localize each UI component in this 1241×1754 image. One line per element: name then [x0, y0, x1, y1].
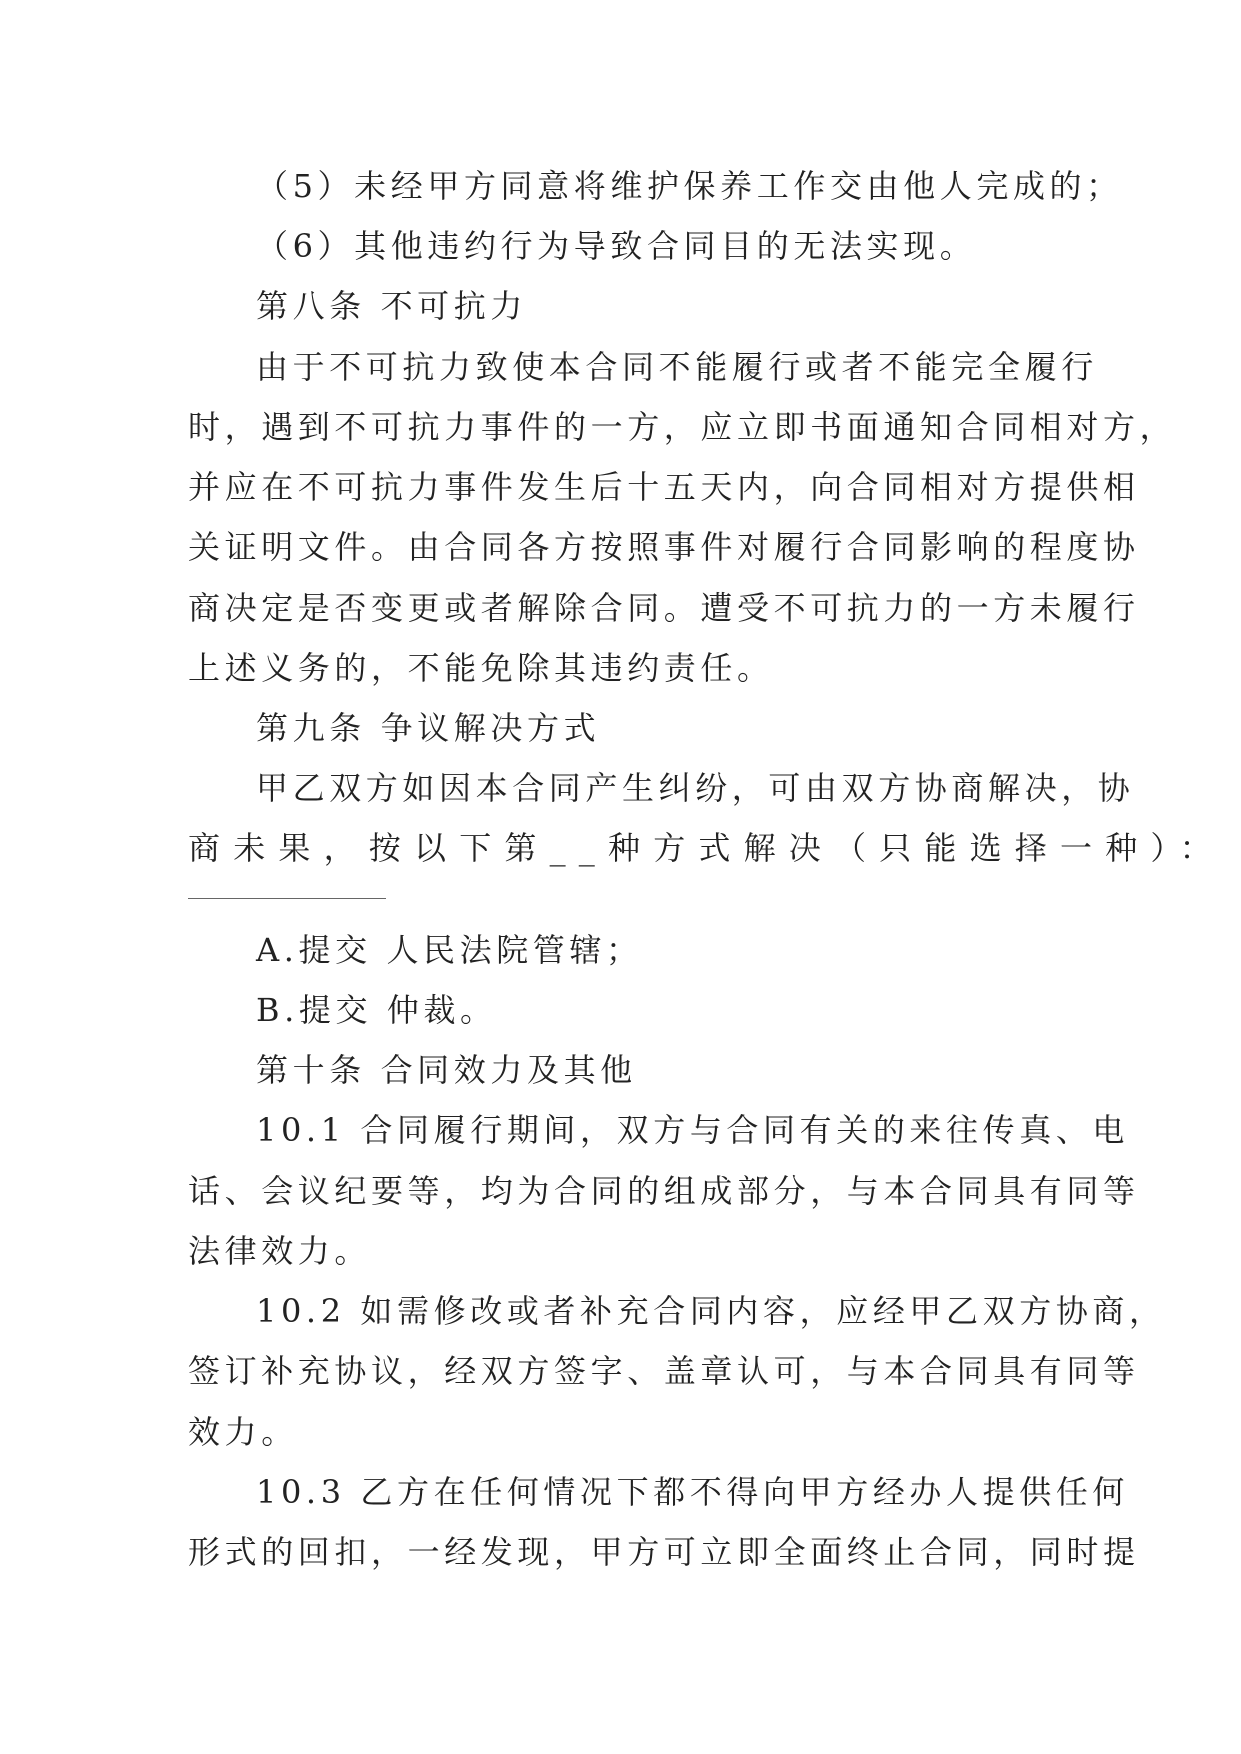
fill-in-blank-underline	[188, 898, 386, 899]
paragraph-line: 10.2 如需修改或者补充合同内容，应经甲乙双方协商，	[256, 1292, 1166, 1330]
paragraph-line: 形式的回扣，一经发现，甲方可立即全面终止合同，同时提	[188, 1533, 1140, 1571]
paragraph-line: 商决定是否变更或者解除合同。遭受不可抗力的一方未履行	[188, 589, 1140, 627]
clause-item-6: （6）其他违约行为导致合同目的无法实现。	[256, 227, 977, 265]
article-10-heading: 第十条 合同效力及其他	[256, 1051, 637, 1089]
paragraph-line: 并应在不可抗力事件发生后十五天内，向合同相对方提供相	[188, 468, 1140, 506]
option-b: B.提交 仲裁。	[256, 991, 497, 1029]
paragraph-line: 时，遇到不可抗力事件的一方，应立即书面通知合同相对方，	[188, 408, 1177, 446]
paragraph-line: 由于不可抗力致使本合同不能履行或者不能完全履行	[256, 348, 1098, 386]
paragraph-line: 签订补充协议，经双方签字、盖章认可，与本合同具有同等	[188, 1352, 1140, 1390]
paragraph-line: 法律效力。	[188, 1232, 372, 1270]
paragraph-line: 话、会议纪要等，均为合同的组成部分，与本合同具有同等	[188, 1172, 1140, 1210]
paragraph-line: 甲乙双方如因本合同产生纠纷，可由双方协商解决，协	[256, 769, 1135, 807]
paragraph-line: 商未果，按以下第__种方式解决（只能选择一种）：	[188, 829, 1225, 867]
paragraph-line: 10.3 乙方在任何情况下都不得向甲方经办人提供任何	[256, 1473, 1130, 1511]
paragraph-line: 10.1 合同履行期间，双方与合同有关的来往传真、电	[256, 1111, 1130, 1149]
paragraph-line: 效力。	[188, 1413, 298, 1451]
option-a: A.提交 人民法院管辖；	[256, 931, 643, 969]
clause-item-5: （5）未经甲方同意将维护保养工作交由他人完成的；	[256, 167, 1123, 205]
article-8-heading: 第八条 不可抗力	[256, 287, 527, 325]
article-9-heading: 第九条 争议解决方式	[256, 709, 601, 747]
paragraph-line: 关证明文件。由合同各方按照事件对履行合同影响的程度协	[188, 528, 1140, 566]
paragraph-line: 上述义务的，不能免除其违约责任。	[188, 649, 774, 687]
